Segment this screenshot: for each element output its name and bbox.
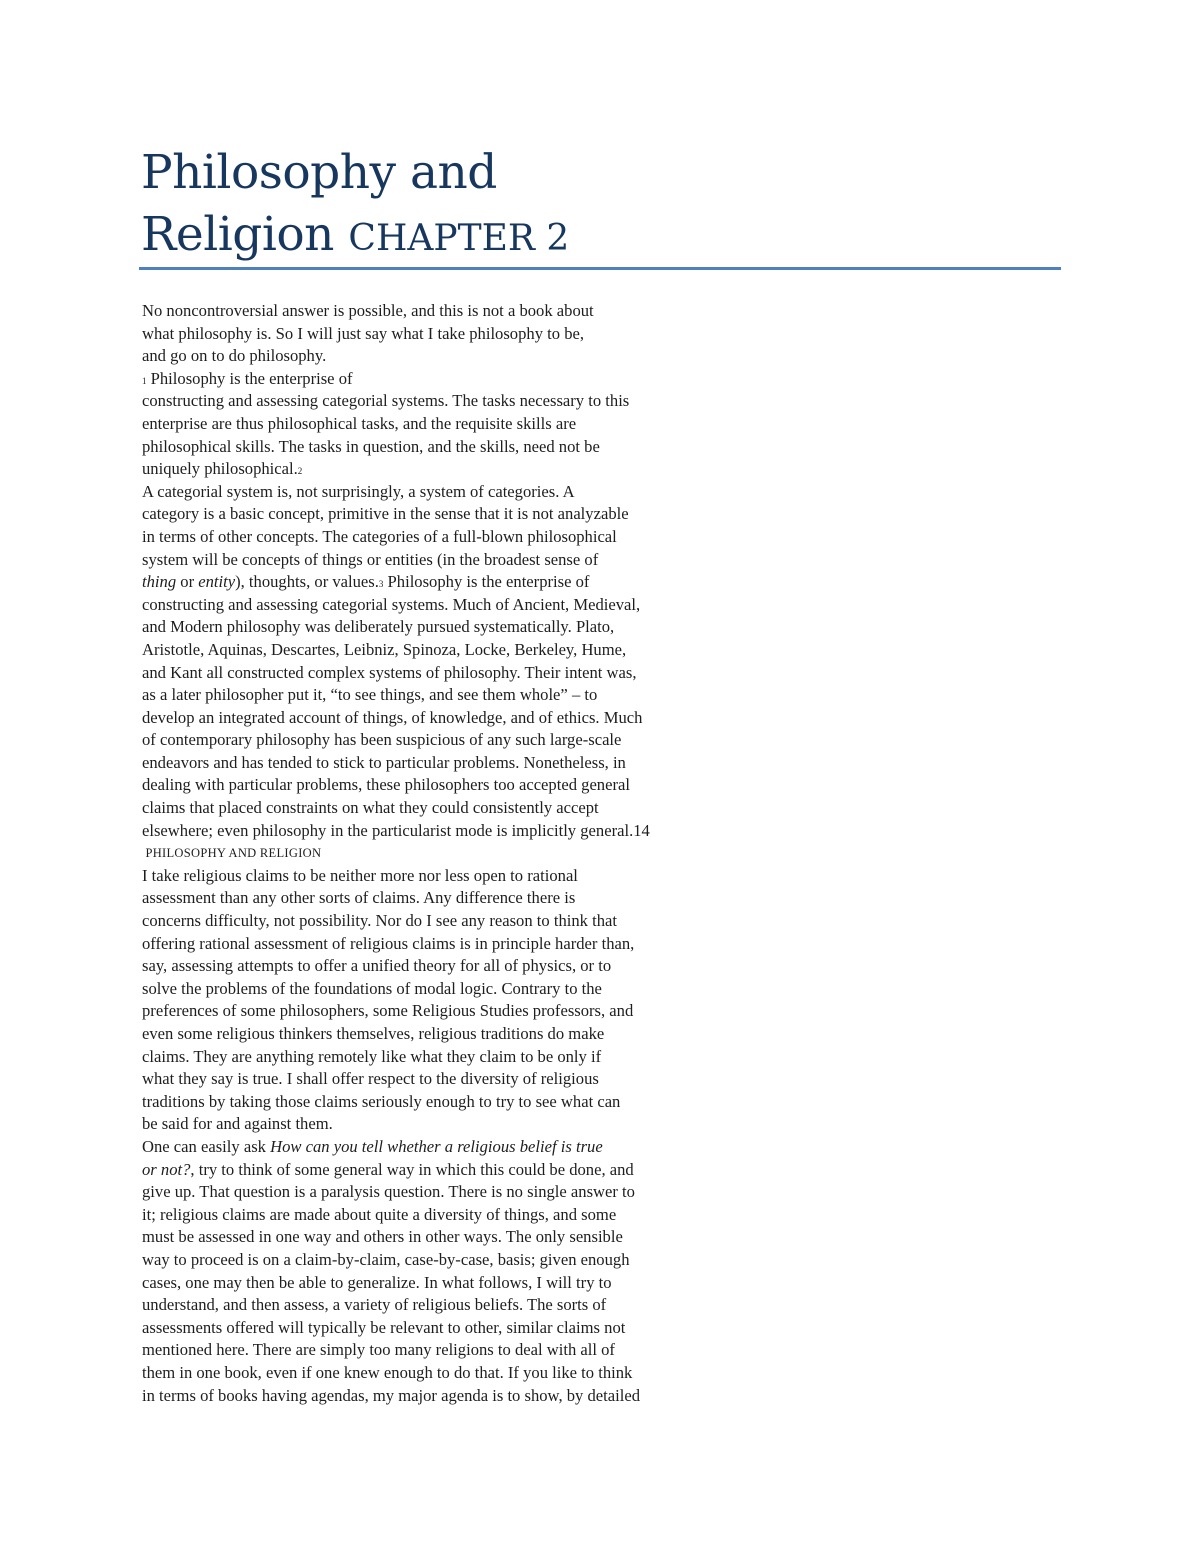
text-line xyxy=(142,865,802,888)
text-line xyxy=(142,662,802,685)
text-line xyxy=(142,1226,802,1249)
text-line xyxy=(142,1362,802,1385)
page-title xyxy=(141,142,1041,270)
text-line xyxy=(142,616,802,639)
text-line xyxy=(142,933,802,956)
text-span: entity xyxy=(198,572,236,592)
text-span: in terms of other concepts. The categories of a full-blown philosophical xyxy=(142,526,617,546)
text-line xyxy=(142,729,802,752)
text-line xyxy=(142,323,802,346)
text-line xyxy=(142,887,802,910)
text-span: solve the problems of the foundations of modal logic. Contrary to the xyxy=(142,978,602,998)
text-span: them in one book, even if one knew enough to do that. If you like to think xyxy=(142,1362,633,1382)
text-span: I take religious claims to be neither more nor less open to rational xyxy=(142,865,578,885)
title-line-2-wrap xyxy=(141,204,1041,270)
text-line xyxy=(142,955,802,978)
text-span: say, assessing attempts to offer a unified theory for all of physics, or to xyxy=(142,956,612,976)
text-span: ), thoughts, or values. xyxy=(235,572,379,592)
text-line xyxy=(142,1385,802,1408)
text-line xyxy=(142,910,802,933)
title-line-2: Religion xyxy=(141,207,334,262)
text-span: Philosophy is the enterprise of xyxy=(150,368,353,388)
text-span: give up. That question is a paralysis question. There is no single answer to xyxy=(142,1182,635,1202)
chapter-label: CHAPTER 2 xyxy=(348,218,570,259)
text-line xyxy=(142,436,802,459)
text-line xyxy=(142,503,802,526)
text-span: , try to think of some general way in which this could be done, and xyxy=(190,1159,634,1179)
text-span: develop an integrated account of things, of knowledge, and of ethics. Much xyxy=(142,707,643,727)
text-line xyxy=(142,1272,802,1295)
text-span: How can you tell whether a religious belief is true xyxy=(270,1136,603,1156)
text-span: Aristotle, Aquinas, Descartes, Leibniz, Spinoza, Locke, Berkeley, Hume, xyxy=(142,639,627,659)
text-line xyxy=(142,1023,802,1046)
text-line xyxy=(142,526,802,549)
text-span: Philosophy is the enterprise of xyxy=(383,572,590,592)
text-span: what philosophy is. So I will just say what I take philosophy to be, xyxy=(142,323,585,343)
text-line xyxy=(142,594,802,617)
text-line xyxy=(142,413,802,436)
text-span: cases, one may then be able to generalize. In what follows, I will try to xyxy=(142,1272,612,1292)
footnote-marker: 1 xyxy=(142,375,147,386)
text-line xyxy=(142,752,802,775)
text-span: constructing and assessing categorial systems. The tasks necessary to this xyxy=(142,391,630,411)
text-line xyxy=(142,1204,802,1227)
text-span: uniquely philosophical. xyxy=(142,459,298,479)
text-span: enterprise are thus philosophical tasks, and the requisite skills are xyxy=(142,413,577,433)
body-text xyxy=(142,300,802,1407)
text-span: mentioned here. There are simply too many religions to deal with all of xyxy=(142,1340,615,1360)
text-span: way to proceed is on a claim-by-claim, case-by-case, basis; given enough xyxy=(142,1249,630,1269)
text-span: claims that placed constraints on what they could consistently accept xyxy=(142,798,599,818)
text-line xyxy=(142,978,802,1001)
text-line xyxy=(142,707,802,730)
text-line xyxy=(142,390,802,413)
text-span: preferences of some philosophers, some Religious Studies professors, and xyxy=(142,1001,634,1021)
title-rule xyxy=(139,267,1061,270)
text-span: or not? xyxy=(142,1159,191,1179)
text-span: as a later philosopher put it, “to see things, and see them whole” – to xyxy=(142,685,598,705)
text-span: category is a basic concept, primitive in the sense that it is not analyzable xyxy=(142,504,629,524)
text-span: what they say is true. I shall offer respect to the diversity of religious xyxy=(142,1069,599,1089)
text-span: One can easily ask xyxy=(142,1136,271,1156)
text-span: endeavors and has tended to stick to particular problems. Nonetheless, in xyxy=(142,752,626,772)
footnote-marker: 2 xyxy=(297,466,303,477)
text-span: even some religious thinkers themselves, religious traditions do make xyxy=(142,1024,605,1043)
text-line xyxy=(142,549,802,572)
text-span: in terms of books having agendas, my major agenda is to show, by detailed xyxy=(142,1385,641,1405)
text-span: philosophical skills. The tasks in question, and the skills, need not be xyxy=(142,436,600,456)
text-line xyxy=(142,1339,802,1362)
text-line xyxy=(142,1294,802,1317)
text-span: assessments offered will typically be relevant to other, similar claims not xyxy=(142,1317,626,1337)
text-line xyxy=(142,368,802,391)
footnote-marker: 3 xyxy=(378,579,384,590)
text-line xyxy=(142,639,802,662)
text-line xyxy=(142,458,802,481)
text-line xyxy=(142,1091,802,1114)
text-line xyxy=(142,774,802,797)
text-span: elsewhere; even philosophy in the particularist mode is implicitly general. xyxy=(142,820,634,840)
title-line-1: Philosophy and xyxy=(141,145,497,200)
text-span: must be assessed in one way and others in other ways. The only sensible xyxy=(142,1227,623,1247)
text-span: dealing with particular problems, these philosophers too accepted general xyxy=(142,775,630,795)
text-line xyxy=(142,345,802,368)
running-header xyxy=(142,842,802,865)
text-span: of contemporary philosophy has been suspicious of any such large-scale xyxy=(142,730,622,750)
text-line xyxy=(142,684,802,707)
text-span: offering rational assessment of religious claims is in principle harder than, xyxy=(142,933,635,953)
text-span: or xyxy=(176,572,199,592)
text-span: it; religious claims are made about quite a diversity of things, and some xyxy=(142,1204,617,1224)
text-span: A categorial system is, not surprisingly, a system of categories. A xyxy=(142,481,575,501)
text-line xyxy=(142,571,802,594)
text-span: and go on to do philosophy. xyxy=(142,346,327,366)
text-line xyxy=(142,1046,802,1069)
text-span: No noncontroversial answer is possible, and this is not a book about xyxy=(142,301,594,320)
text-span: concerns difficulty, not possibility. Nor do I see any reason to think that xyxy=(142,911,617,931)
text-span: and Modern philosophy was deliberately pursued systematically. Plato, xyxy=(142,617,615,637)
page-number: 14 xyxy=(633,820,650,840)
text-line xyxy=(142,1000,802,1023)
text-line xyxy=(142,1113,802,1136)
text-line xyxy=(142,1159,802,1182)
text-span: and Kant all constructed complex systems of philosophy. Their intent was, xyxy=(142,662,637,682)
running-header-text: PHILOSOPHY AND RELIGION xyxy=(145,846,322,861)
text-line xyxy=(142,481,802,504)
text-line xyxy=(142,300,802,323)
text-span: claims. They are anything remotely like what they claim to be only if xyxy=(142,1046,602,1066)
text-line xyxy=(142,820,802,843)
text-span: thing xyxy=(142,572,177,592)
text-span: system will be concepts of things or entities (in the broadest sense of xyxy=(142,549,599,569)
text-span: traditions by taking those claims seriously enough to try to see what can xyxy=(142,1091,621,1111)
text-line xyxy=(142,1068,802,1091)
text-line xyxy=(142,797,802,820)
text-line xyxy=(142,1136,802,1159)
text-line xyxy=(142,1249,802,1272)
text-span: be said for and against them. xyxy=(142,1114,333,1134)
text-line xyxy=(142,1317,802,1340)
text-span: understand, and then assess, a variety of religious beliefs. The sorts of xyxy=(142,1295,607,1315)
text-span: assessment than any other sorts of claims. Any difference there is xyxy=(142,888,576,908)
text-line xyxy=(142,1181,802,1204)
text-span: constructing and assessing categorial systems. Much of Ancient, Medieval, xyxy=(142,594,641,614)
